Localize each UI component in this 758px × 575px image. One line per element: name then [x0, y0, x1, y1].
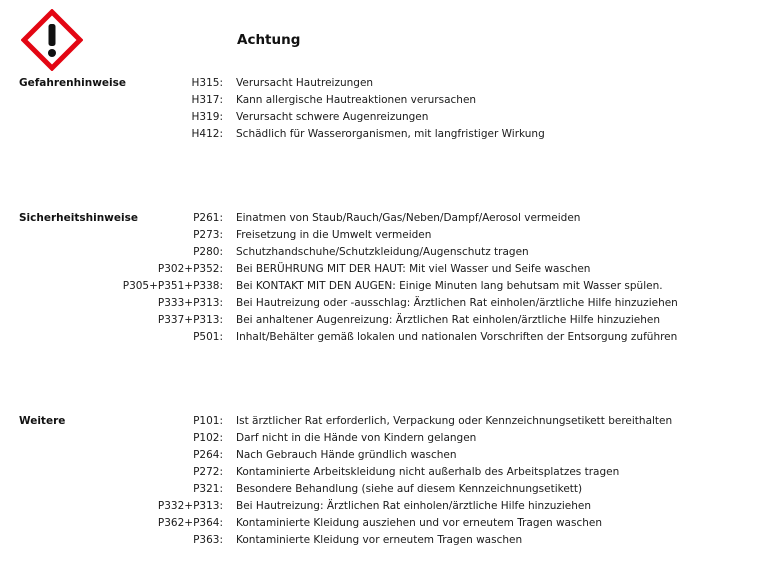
statement-row	[0, 413, 758, 430]
statement-code: P264:	[193, 449, 223, 461]
section-title-hazards: Gefahrenhinweise	[19, 77, 126, 89]
statement-text: Bei KONTAKT MIT DEN AUGEN: Einige Minuten lang behutsam mit Wasser spülen.	[236, 280, 663, 292]
statement-row	[0, 295, 758, 312]
statement-code: P363:	[193, 534, 223, 546]
statement-text: Darf nicht in die Hände von Kindern gelangen	[236, 432, 477, 444]
statement-code: P501:	[193, 331, 223, 343]
statement-row	[0, 75, 758, 92]
statement-row	[0, 227, 758, 244]
statement-code: P362+P364:	[157, 517, 223, 529]
statement-row	[0, 329, 758, 346]
statement-text: Inhalt/Behälter gemäß lokalen und nationalen Vorschriften der Entsorgung zuführen	[236, 331, 678, 343]
ghs07-exclamation-mark-icon	[21, 9, 83, 71]
statement-text: Schädlich für Wasserorganismen, mit langfristiger Wirkung	[236, 128, 545, 140]
statement-text: Besondere Behandlung (siehe auf diesem Kennzeichnungsetikett)	[236, 483, 583, 495]
statement-code: P305+P351+P338:	[122, 280, 223, 292]
statement-text: Bei anhaltener Augenreizung: Ärztlichen Rat einholen/ärztliche Hilfe hinzuziehen	[236, 314, 660, 326]
statement-text: Schutzhandschuhe/Schutzkleidung/Augenschutz tragen	[236, 246, 529, 258]
statement-row	[0, 515, 758, 532]
statement-row	[0, 447, 758, 464]
section-title-precautions: Sicherheitshinweise	[19, 212, 138, 224]
statement-row	[0, 278, 758, 295]
statement-row	[0, 430, 758, 447]
statement-text: Nach Gebrauch Hände gründlich waschen	[236, 449, 457, 461]
statement-text: Bei BERÜHRUNG MIT DER HAUT: Mit viel Wasser und Seife waschen	[236, 263, 591, 275]
statement-code: H315:	[191, 77, 223, 89]
statement-row	[0, 210, 758, 227]
statement-code: P321:	[193, 483, 223, 495]
statement-code: P333+P313:	[157, 297, 223, 309]
statement-text: Freisetzung in die Umwelt vermeiden	[236, 229, 432, 241]
statement-text: Kann allergische Hautreaktionen verursachen	[236, 94, 477, 106]
statement-row	[0, 244, 758, 261]
statement-text: Verursacht schwere Augenreizungen	[236, 111, 429, 123]
statement-text: Ist ärztlicher Rat erforderlich, Verpackung oder Kennzeichnungsetikett bereithalten	[236, 415, 673, 427]
statement-text: Bei Hautreizung oder -ausschlag: Ärztlichen Rat einholen/ärztliche Hilfe hinzuziehen	[236, 297, 678, 309]
statement-code: P273:	[193, 229, 223, 241]
statement-code: H317:	[191, 94, 223, 106]
signal-word: Achtung	[237, 32, 301, 48]
statement-row	[0, 498, 758, 515]
further-statements-section	[0, 413, 758, 549]
statement-row	[0, 92, 758, 109]
statement-code: P261:	[193, 212, 223, 224]
statement-text: Kontaminierte Kleidung ausziehen und vor erneutem Tragen waschen	[236, 517, 602, 529]
hazard-statements-section	[0, 75, 758, 143]
statement-row	[0, 532, 758, 549]
statement-row	[0, 481, 758, 498]
statement-code: P332+P313:	[157, 500, 223, 512]
section-title-further: Weitere	[19, 415, 66, 427]
statement-text: Kontaminierte Kleidung vor erneutem Tragen waschen	[236, 534, 523, 546]
statement-row	[0, 312, 758, 329]
statement-code: P302+P352:	[157, 263, 223, 275]
statement-text: Bei Hautreizung: Ärztlichen Rat einholen/ärztliche Hilfe hinzuziehen	[236, 500, 592, 512]
statement-text: Kontaminierte Arbeitskleidung nicht außerhalb des Arbeitsplatzes tragen	[236, 466, 620, 478]
statement-code: P101:	[193, 415, 223, 427]
statement-row	[0, 464, 758, 481]
statement-code: H412:	[191, 128, 223, 140]
statement-text: Einatmen von Staub/Rauch/Gas/Neben/Dampf/Aerosol vermeiden	[236, 212, 581, 224]
precautionary-statements-section	[0, 210, 758, 346]
statement-row	[0, 261, 758, 278]
statement-code: P272:	[193, 466, 223, 478]
statement-code: P102:	[193, 432, 223, 444]
statement-row	[0, 109, 758, 126]
statement-code: P280:	[193, 246, 223, 258]
statement-text: Verursacht Hautreizungen	[236, 77, 374, 89]
statement-code: P337+P313:	[157, 314, 223, 326]
statement-row	[0, 126, 758, 143]
statement-code: H319:	[191, 111, 223, 123]
